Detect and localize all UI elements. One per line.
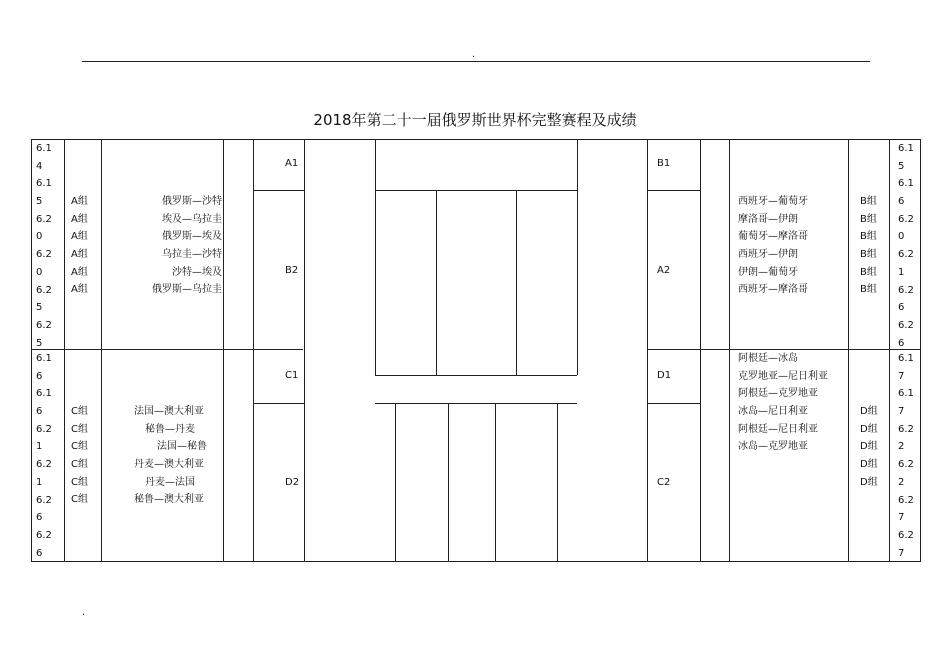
table-line (253, 139, 254, 562)
match: 伊朗—葡萄牙 (738, 266, 798, 278)
bracket-line (375, 375, 577, 376)
date-part: 6.2 (898, 213, 914, 225)
group-label: A组 (71, 266, 88, 278)
match: 丹麦—法国 (145, 476, 195, 488)
match: 西班牙—摩洛哥 (738, 284, 808, 296)
table-line (223, 139, 224, 562)
match: 俄罗斯—乌拉圭 (152, 284, 222, 296)
table-line (700, 139, 701, 562)
match: 阿根廷—冰岛 (738, 353, 798, 364)
bracket-line (375, 403, 577, 404)
match: 阿根廷—克罗地亚 (738, 388, 818, 400)
date-part: 6.2 (36, 249, 52, 261)
match: 冰岛—克罗地亚 (738, 441, 808, 453)
date-part: 1 (36, 441, 43, 453)
table-line (253, 190, 304, 191)
date-part: 6.1 (898, 178, 914, 190)
group-label: C组 (71, 406, 88, 417)
match: 沙特—埃及 (172, 266, 222, 278)
group-label: C组 (71, 459, 88, 471)
group-a-labels (71, 193, 88, 299)
date-part: 6.2 (36, 423, 52, 435)
date-part: 6 (898, 337, 905, 349)
match: 法国—秘鲁 (157, 441, 207, 453)
match: 法国—澳大利亚 (134, 406, 204, 417)
bracket-line (495, 403, 496, 562)
date-part: 0 (898, 231, 905, 243)
group-label: C组 (71, 494, 88, 506)
group-label: A组 (71, 249, 88, 261)
group-label: C组 (71, 423, 88, 435)
date-part: 1 (898, 266, 905, 278)
date-part: 6.1 (898, 388, 914, 400)
date-part: 6.2 (898, 529, 914, 541)
table-line (375, 139, 376, 375)
bracket-slot: D1 (657, 370, 672, 381)
match: 西班牙—葡萄牙 (738, 196, 808, 207)
date-part: 6.2 (36, 319, 52, 331)
group-label: D组 (860, 476, 878, 488)
bracket-line (395, 403, 396, 562)
match: 葡萄牙—摩洛哥 (738, 231, 808, 243)
bracket-slot: C1 (285, 370, 299, 381)
date-part: 6 (36, 406, 43, 418)
header-mark: . (472, 49, 476, 60)
group-label: D组 (860, 406, 878, 417)
date-part: 6.1 (36, 178, 52, 190)
table-line (31, 349, 303, 350)
date-part: 6.1 (36, 143, 52, 154)
group-d-matches (738, 350, 828, 456)
group-label: B组 (860, 284, 877, 296)
bracket-slot: B1 (657, 158, 671, 169)
match: 摩洛哥—伊朗 (738, 213, 798, 225)
date-part: 7 (898, 512, 905, 524)
table-line (729, 139, 730, 562)
table-line (647, 139, 648, 562)
group-a-dates (36, 140, 52, 352)
group-label: C组 (71, 441, 88, 453)
group-label: A组 (71, 196, 88, 207)
group-label: C组 (71, 476, 88, 488)
date-part: 6.2 (898, 459, 914, 471)
group-label: D组 (860, 441, 878, 453)
match: 秘鲁—澳大利亚 (134, 494, 204, 506)
group-c-dates (36, 350, 52, 562)
date-part: 6.1 (898, 143, 914, 154)
date-part: 5 (36, 196, 43, 208)
group-b-matches (738, 193, 808, 299)
date-part: 6 (36, 547, 43, 559)
bracket-slot: A1 (285, 158, 299, 169)
match: 乌拉圭—沙特 (162, 249, 222, 261)
date-part: 6.2 (36, 284, 52, 296)
match: 克罗地亚—尼日利亚 (738, 370, 828, 382)
date-part: 6.1 (898, 353, 914, 364)
date-part: 6.2 (898, 319, 914, 331)
bracket-slot: C2 (657, 477, 671, 488)
date-part: 7 (898, 370, 905, 382)
group-label: A组 (71, 213, 88, 225)
group-d-dates (898, 350, 914, 562)
date-part: 6 (36, 512, 43, 524)
match: 阿根廷—尼日利亚 (738, 423, 818, 435)
date-part: 6.2 (36, 529, 52, 541)
group-label: B组 (860, 266, 877, 278)
footer-mark: . (82, 607, 86, 618)
table-line (848, 139, 849, 562)
date-part: 6.2 (898, 249, 914, 261)
date-part: 6.2 (36, 459, 52, 471)
date-part: 5 (36, 302, 43, 314)
group-label: D组 (860, 423, 878, 435)
date-part: 1 (36, 476, 43, 488)
date-part: 0 (36, 231, 43, 243)
date-part: 2 (898, 476, 905, 488)
group-b-labels (860, 193, 877, 299)
group-c-matches (104, 403, 222, 509)
group-label: B组 (860, 213, 877, 225)
bracket-line (448, 403, 449, 562)
date-part: 6.2 (898, 494, 914, 506)
date-part: 6.2 (36, 494, 52, 506)
page-title: 2018年第二十一届俄罗斯世界杯完整赛程及成绩 (313, 111, 637, 129)
bracket-slot: B2 (285, 265, 299, 276)
table-line (64, 139, 65, 562)
bracket-line (436, 190, 437, 375)
date-part: 6.1 (36, 353, 52, 364)
table-line (889, 139, 890, 562)
group-label: D组 (860, 459, 878, 471)
date-part: 6 (898, 302, 905, 314)
table-line (647, 403, 700, 404)
group-label: A组 (71, 231, 88, 243)
date-part: 7 (898, 406, 905, 418)
date-part: 7 (898, 547, 905, 559)
bracket-line (557, 403, 558, 562)
group-label: B组 (860, 196, 877, 207)
group-label: A组 (71, 284, 88, 296)
bracket-line (375, 190, 577, 191)
group-label: B组 (860, 249, 877, 261)
match: 冰岛—尼日利亚 (738, 406, 808, 418)
match: 埃及—乌拉圭 (162, 213, 222, 225)
group-label: B组 (860, 231, 877, 243)
date-part: 4 (36, 160, 43, 172)
date-part: 5 (898, 160, 905, 172)
table-line (253, 403, 304, 404)
date-part: 6.2 (898, 284, 914, 296)
date-part: 6 (898, 196, 905, 208)
date-part: 5 (36, 337, 43, 349)
group-a-matches (104, 193, 222, 299)
table-line (647, 190, 700, 191)
group-b-dates (898, 140, 914, 352)
date-part: 6.1 (36, 388, 52, 400)
date-part: 6.2 (898, 423, 914, 435)
match: 俄罗斯—埃及 (162, 231, 222, 243)
header-rule (82, 61, 870, 62)
bracket-line (516, 190, 517, 375)
match: 俄罗斯—沙特 (162, 196, 222, 207)
match: 丹麦—澳大利亚 (134, 459, 204, 471)
match: 秘鲁—丹麦 (145, 423, 195, 435)
date-part: 0 (36, 266, 43, 278)
bracket-slot: A2 (657, 265, 671, 276)
table-line (304, 139, 305, 562)
date-part: 6.2 (36, 213, 52, 225)
group-c-labels (71, 403, 88, 509)
date-part: 2 (898, 441, 905, 453)
match: 西班牙—伊朗 (738, 249, 798, 261)
group-d-labels (860, 403, 878, 491)
date-part: 6 (36, 370, 43, 382)
table-line (577, 139, 578, 375)
bracket-slot: D2 (285, 477, 300, 488)
table-line (101, 139, 102, 562)
